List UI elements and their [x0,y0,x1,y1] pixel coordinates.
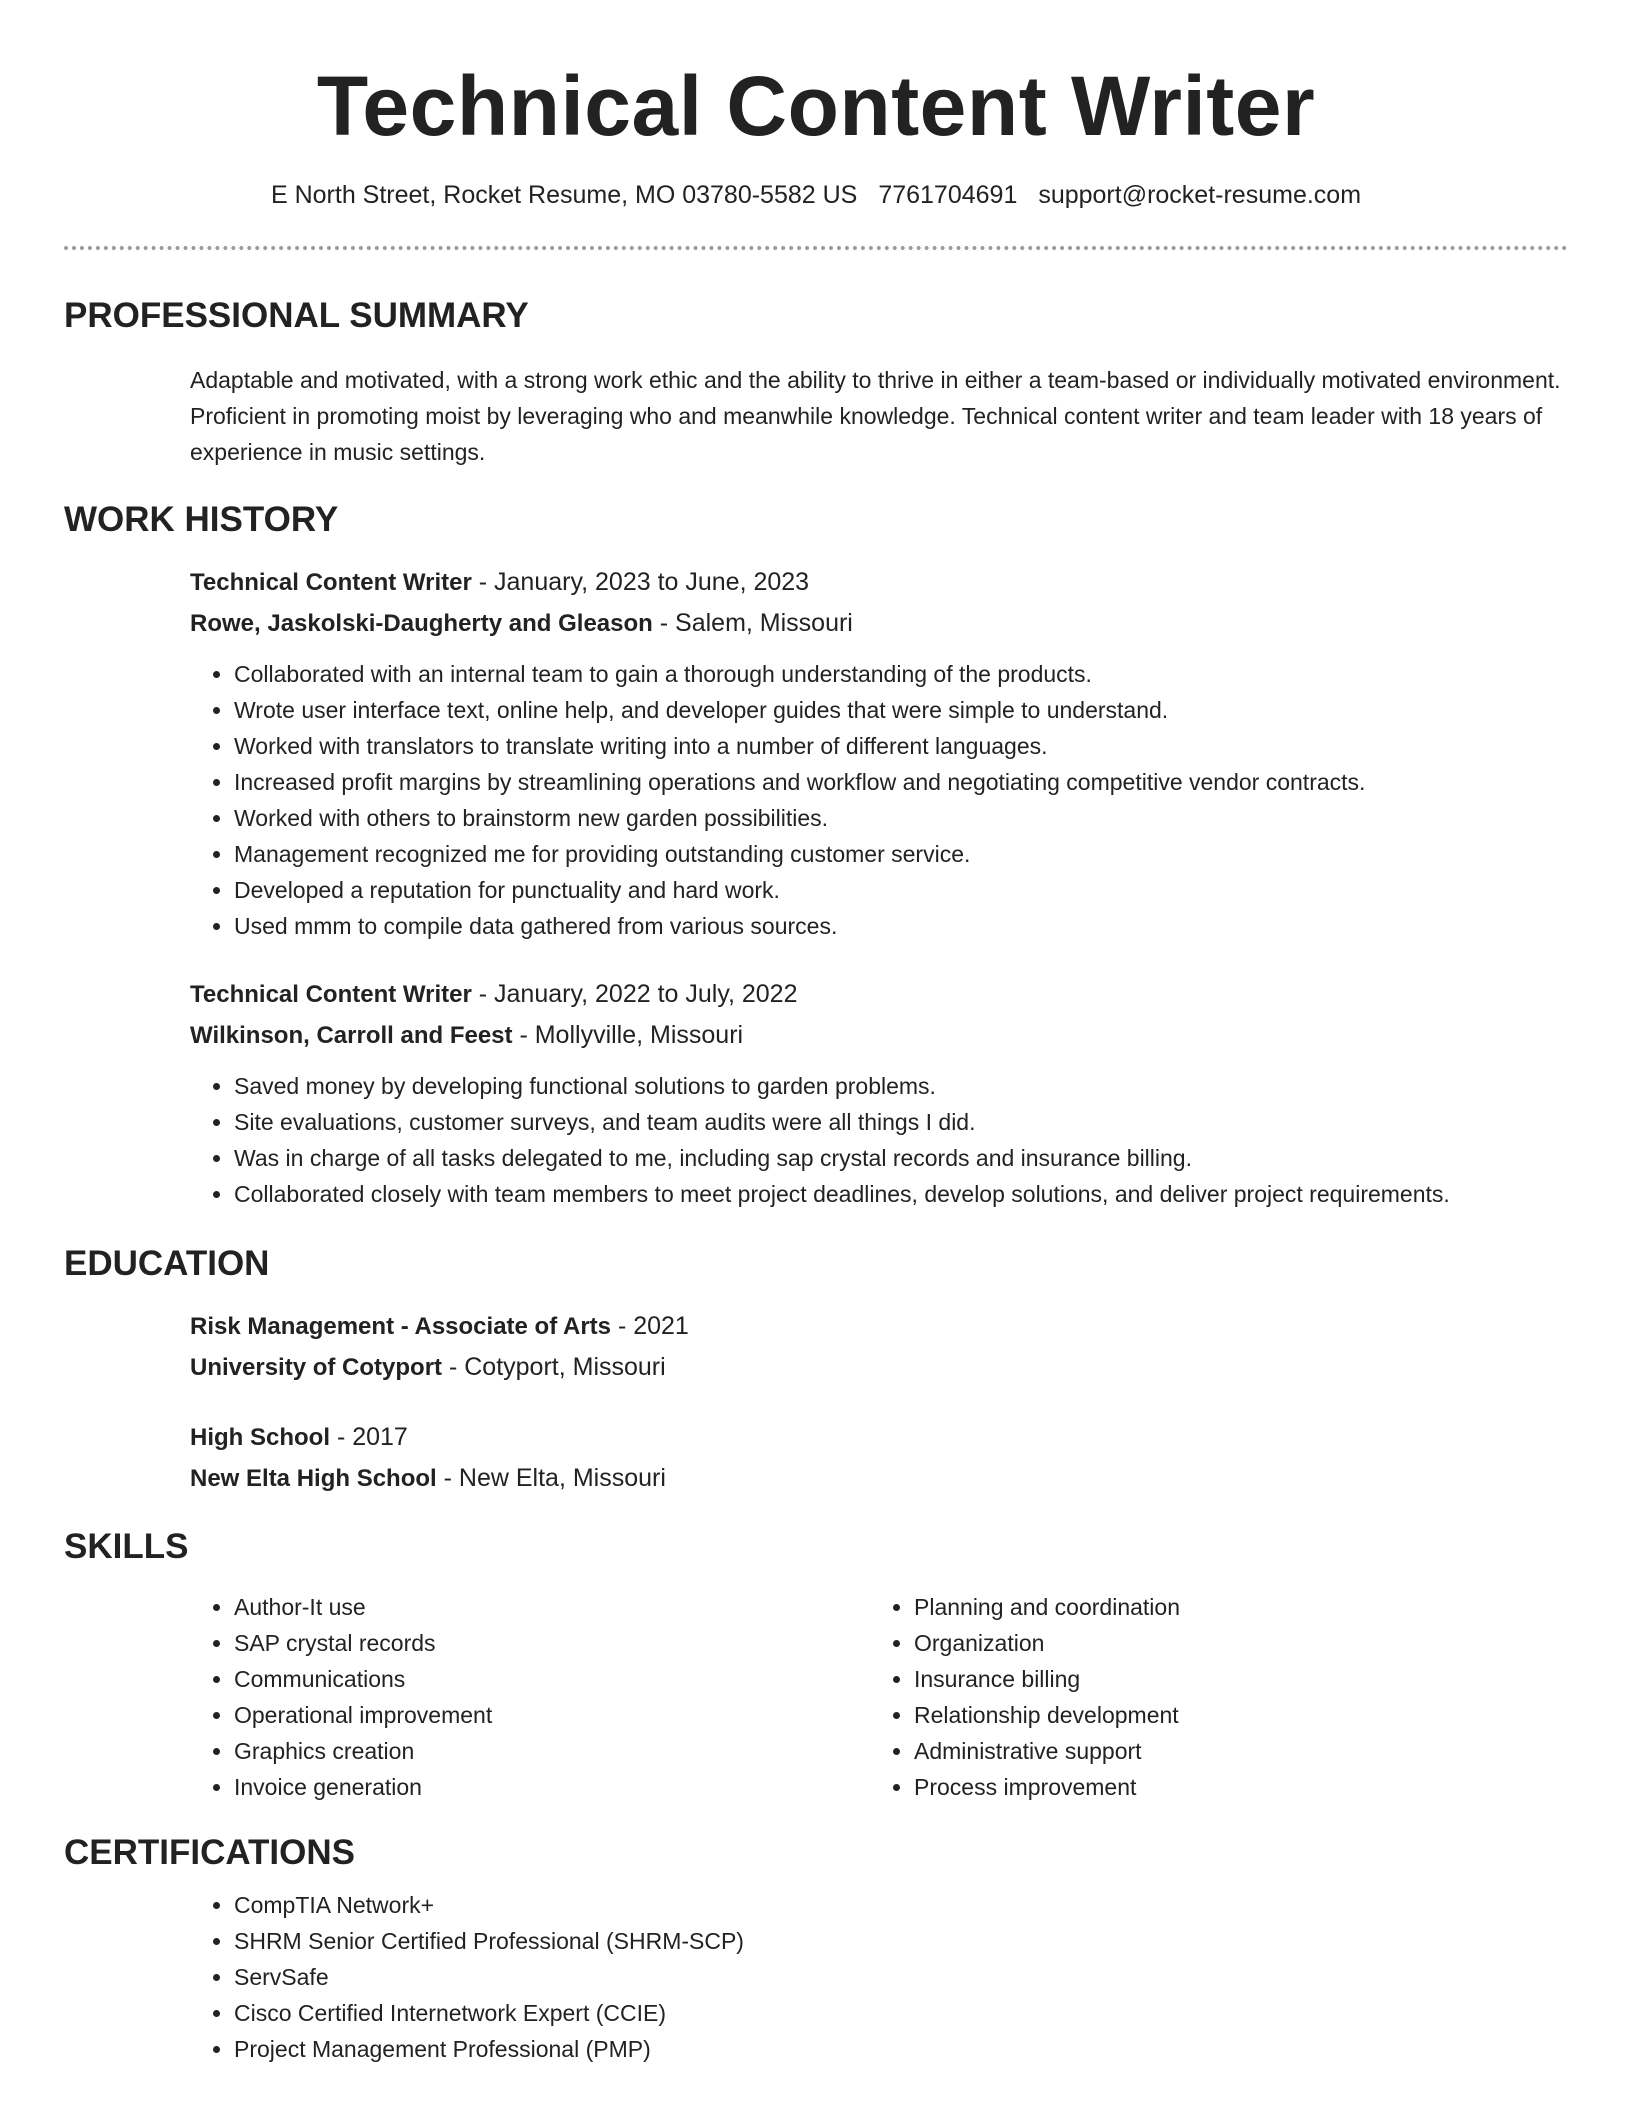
certifications-section [64,1831,1568,2067]
list-item: • Author-It use [234,1589,870,1625]
job-role: Technical Content Writer [190,569,472,596]
list-item: • Wrote user interface text, online help, and developer guides that were simple to understand. [234,692,1568,728]
education-heading: EDUCATION [64,1244,270,1283]
list-item: • Operational improvement [234,1697,870,1733]
list-item: • CompTIA Network+ [234,1887,1568,1923]
list-item: • Worked with others to brainstorm new garden possibilities. [234,800,1568,836]
job-title-line [190,974,1568,1015]
education-degree: Risk Management - Associate of Arts [190,1313,611,1340]
list-item: • Communications [234,1661,870,1697]
skills-column-right [870,1577,1550,1805]
job-role: Technical Content Writer [190,981,472,1008]
summary-section [64,294,1568,470]
job-dates: - January, 2022 to July, 2022 [471,980,798,1008]
skills-list-left [190,1589,870,1805]
job-entry [64,562,1568,944]
list-item: • Saved money by developing functional solutions to garden problems. [234,1068,1568,1104]
skills-section [64,1525,1568,1805]
list-item: • Project Management Professional (PMP) [234,2031,1568,2067]
education-school-line [190,1347,1568,1388]
list-item: • Relationship development [914,1697,1550,1733]
education-degree-line [190,1417,1568,1458]
job-company-line [190,603,1568,644]
work-section [64,498,1568,1212]
list-item: • Collaborated closely with team members to meet project deadlines, develop solutions, and deliver project requirements. [234,1176,1568,1212]
list-item: • Was in charge of all tasks delegated to me, including sap crystal records and insurance billing. [234,1140,1568,1176]
list-item: • Collaborated with an internal team to gain a thorough understanding of the products. [234,656,1568,692]
job-location: - Mollyville, Missouri [512,1021,744,1049]
list-item: • Used mmm to compile data gathered from various sources. [234,908,1568,944]
job-company-line [190,1015,1568,1056]
work-heading: WORK HISTORY [64,500,339,539]
contact-line [64,178,1568,212]
skills-column-left [190,1577,870,1805]
list-item: • Insurance billing [914,1661,1550,1697]
education-degree: High School [190,1424,330,1451]
header-divider [64,246,1568,250]
education-entry [64,1306,1568,1388]
job-entry [64,974,1568,1212]
education-year: - 2021 [611,1312,689,1340]
job-location: - Salem, Missouri [652,609,853,637]
education-location: - New Elta, Missouri [436,1464,666,1492]
skills-heading: SKILLS [64,1527,189,1566]
list-item: • Invoice generation [234,1769,870,1805]
list-item: • Site evaluations, customer surveys, and team audits were all things I did. [234,1104,1568,1140]
job-bullets [190,656,1568,944]
skills-grid [64,1577,1568,1805]
education-school: New Elta High School [190,1465,437,1492]
job-title-line [190,562,1568,603]
list-item: • Developed a reputation for punctuality and hard work. [234,872,1568,908]
education-entry [64,1417,1568,1499]
education-year: - 2017 [330,1423,408,1451]
summary-text: Adaptable and motivated, with a strong work ethic and the ability to thrive in either a team-based or individually motivated environment. Proficient in promoting moist by leveraging who and meanwhile knowledge. Technical content writer and team leader with 18 years of experience in music settings. [190,367,1561,465]
list-item: • Graphics creation [234,1733,870,1769]
list-item: • Process improvement [914,1769,1550,1805]
summary-heading: PROFESSIONAL SUMMARY [64,296,529,335]
list-item: • Management recognized me for providing outstanding customer service. [234,836,1568,872]
contact-email: support@rocket-resume.com [1038,181,1362,209]
education-school: University of Cotyport [190,1354,443,1381]
list-item: • Administrative support [914,1733,1550,1769]
list-item: • SHRM Senior Certified Professional (SHRM-SCP) [234,1923,1568,1959]
list-item: • Increased profit margins by streamlining operations and workflow and negotiating competitive vendor contracts. [234,764,1568,800]
resume-header [64,0,1568,212]
list-item: • SAP crystal records [234,1625,870,1661]
contact-address: E North Street, Rocket Resume, MO 03780-5582 US [270,181,858,209]
skills-list-right [870,1589,1550,1805]
education-location: - Cotyport, Missouri [442,1353,666,1381]
certifications-list [190,1887,1568,2067]
contact-phone: 7761704691 [878,181,1018,209]
list-item: • Worked with translators to translate writing into a number of different languages. [234,728,1568,764]
education-degree-line [190,1306,1568,1347]
list-item: • Cisco Certified Internetwork Expert (CCIE) [234,1995,1568,2031]
education-school-line [190,1458,1568,1499]
job-dates: - January, 2023 to June, 2023 [471,568,810,596]
certifications-heading: CERTIFICATIONS [64,1833,356,1872]
list-item: • Organization [914,1625,1550,1661]
list-item: • ServSafe [234,1959,1568,1995]
education-section [64,1242,1568,1499]
job-company: Rowe, Jaskolski-Daugherty and Gleason [190,610,653,637]
list-item: • Planning and coordination [914,1589,1550,1625]
page-title: Technical Content Writer [316,59,1316,153]
job-company: Wilkinson, Carroll and Feest [190,1022,513,1049]
job-bullets [190,1068,1568,1212]
